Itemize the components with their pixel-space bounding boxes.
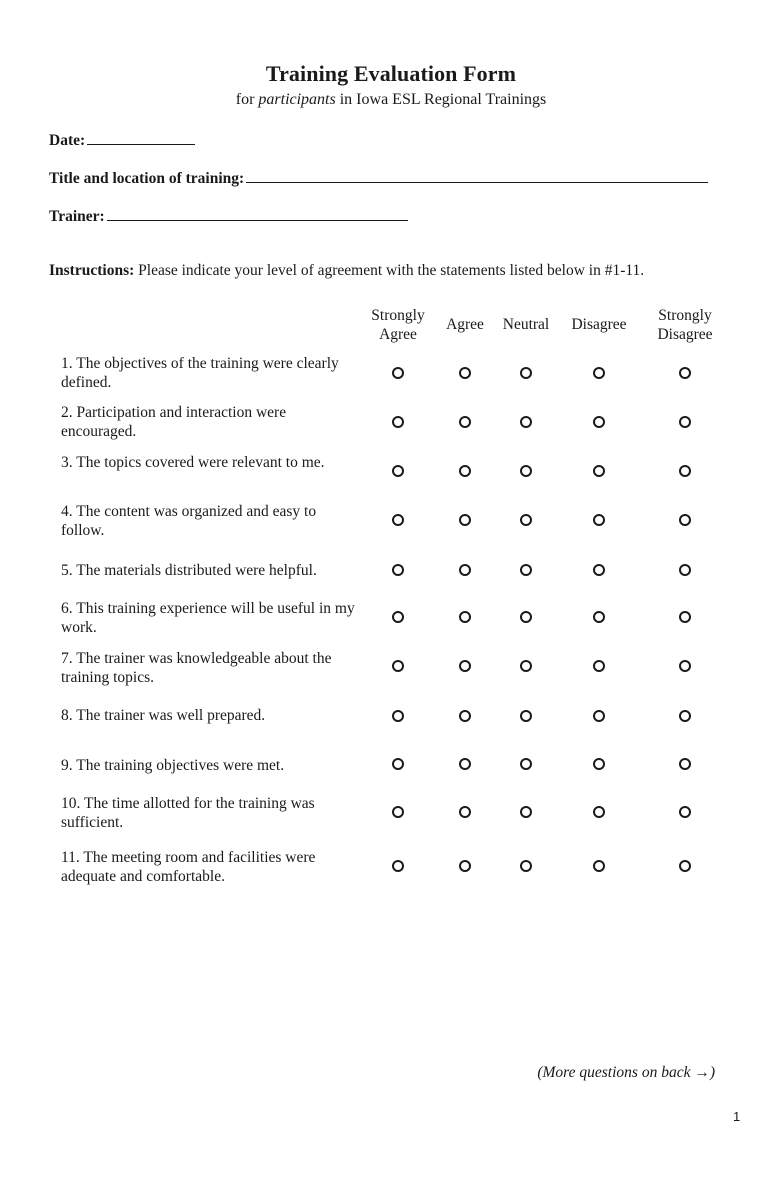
radio-neutral[interactable] (520, 611, 532, 623)
radio-agree[interactable] (459, 611, 471, 623)
question-text (61, 599, 361, 637)
radio-disagree[interactable] (593, 611, 605, 623)
radio-agree[interactable] (459, 660, 471, 672)
radio-strongly-disagree[interactable] (679, 758, 691, 770)
trainer-field (49, 206, 408, 226)
instructions-text: Please indicate your level of agreement with the statements listed below in #1-11. (138, 262, 645, 279)
date-label: Date: (49, 132, 86, 149)
radio-strongly-disagree[interactable] (679, 660, 691, 672)
radio-disagree[interactable] (593, 564, 605, 576)
radio-neutral[interactable] (520, 416, 532, 428)
question-number: 11. (61, 849, 80, 866)
question-number: 5. (61, 562, 73, 579)
radio-neutral[interactable] (520, 465, 532, 477)
question-statement: The objectives of the training were clearly defined. (61, 355, 339, 391)
radio-strongly-disagree[interactable] (679, 465, 691, 477)
question-text (61, 794, 361, 832)
radio-strongly-disagree[interactable] (679, 514, 691, 526)
question-number: 3. (61, 454, 73, 471)
radio-strongly-agree[interactable] (392, 806, 404, 818)
date-field (49, 130, 195, 150)
instructions (49, 262, 644, 280)
trainer-line[interactable] (107, 206, 408, 221)
question-number: 2. (61, 404, 73, 421)
radio-neutral[interactable] (520, 806, 532, 818)
radio-strongly-agree[interactable] (392, 660, 404, 672)
question-number: 8. (61, 707, 73, 724)
radio-agree[interactable] (459, 514, 471, 526)
radio-strongly-disagree[interactable] (679, 710, 691, 722)
scale-header-line1: Strongly (658, 307, 712, 324)
question-text (61, 502, 361, 540)
radio-neutral[interactable] (520, 514, 532, 526)
radio-strongly-disagree[interactable] (679, 564, 691, 576)
question-text (61, 354, 361, 392)
radio-disagree[interactable] (593, 465, 605, 477)
radio-strongly-disagree[interactable] (679, 806, 691, 818)
scale-header-disagree (571, 315, 626, 334)
question-number: 6. (61, 600, 73, 617)
scale-header-strongly-agree (371, 306, 424, 344)
scale-header-line1: Neutral (502, 316, 550, 333)
radio-strongly-disagree[interactable] (679, 611, 691, 623)
radio-strongly-disagree[interactable] (679, 860, 691, 872)
radio-disagree[interactable] (593, 806, 605, 818)
question-text (61, 649, 361, 687)
radio-strongly-agree[interactable] (392, 860, 404, 872)
scale-header-strongly-disagree (657, 306, 712, 344)
radio-strongly-agree[interactable] (392, 465, 404, 477)
question-number: 7. (61, 650, 73, 667)
form-title: Training Evaluation Form (265, 61, 517, 86)
question-text (61, 561, 361, 580)
date-line[interactable] (87, 130, 195, 145)
question-text (61, 403, 361, 441)
radio-strongly-agree[interactable] (392, 514, 404, 526)
question-statement: The time allotted for the training was sufficient. (61, 795, 315, 831)
scale-header-line1: Strongly (371, 307, 425, 324)
question-text (61, 706, 361, 725)
radio-agree[interactable] (459, 564, 471, 576)
question-statement: The content was organized and easy to follow. (61, 503, 317, 539)
radio-strongly-disagree[interactable] (679, 416, 691, 428)
scale-header-agree (446, 315, 484, 334)
radio-neutral[interactable] (520, 710, 532, 722)
radio-neutral[interactable] (520, 660, 532, 672)
radio-strongly-agree[interactable] (392, 710, 404, 722)
form-subtitle (0, 91, 782, 109)
radio-disagree[interactable] (593, 710, 605, 722)
radio-strongly-disagree[interactable] (679, 367, 691, 379)
scale-header-line2: Disagree (657, 326, 713, 343)
scale-header-line1: Agree (446, 316, 484, 333)
radio-disagree[interactable] (593, 660, 605, 672)
question-number: 10. (61, 795, 81, 812)
radio-strongly-agree[interactable] (392, 564, 404, 576)
radio-strongly-agree[interactable] (392, 611, 404, 623)
radio-neutral[interactable] (520, 860, 532, 872)
question-statement: The topics covered were relevant to me. (76, 454, 325, 471)
subtitle-emphasis: participants (258, 91, 336, 108)
radio-agree[interactable] (459, 710, 471, 722)
title-location-field (49, 168, 708, 188)
radio-agree[interactable] (459, 465, 471, 477)
question-text (61, 848, 361, 886)
question-number: 9. (61, 757, 73, 774)
radio-agree[interactable] (459, 806, 471, 818)
subtitle-suffix: in Iowa ESL Regional Trainings (339, 91, 547, 108)
scale-header-neutral (503, 315, 549, 334)
radio-agree[interactable] (459, 860, 471, 872)
radio-agree[interactable] (459, 416, 471, 428)
question-text (61, 453, 361, 472)
radio-agree[interactable] (459, 367, 471, 379)
radio-disagree[interactable] (593, 758, 605, 770)
more-questions-note: (More questions on back →) (537, 1064, 715, 1081)
radio-disagree[interactable] (593, 860, 605, 872)
question-statement: The materials distributed were helpful. (76, 562, 317, 579)
question-text (61, 756, 361, 775)
title-location-line[interactable] (246, 168, 708, 183)
page-number: 1 (733, 1109, 741, 1124)
radio-neutral[interactable] (520, 564, 532, 576)
scale-header-line1: Disagree (571, 316, 627, 333)
radio-disagree[interactable] (593, 514, 605, 526)
question-statement: The trainer was well prepared. (76, 707, 266, 724)
question-statement: The trainer was knowledgeable about the training topics. (61, 650, 332, 686)
subtitle-prefix: for (235, 91, 255, 108)
radio-strongly-agree[interactable] (392, 416, 404, 428)
radio-disagree[interactable] (593, 416, 605, 428)
question-number: 4. (61, 503, 73, 520)
instructions-label: Instructions: (49, 262, 135, 279)
radio-strongly-agree[interactable] (392, 758, 404, 770)
question-statement: Participation and interaction were encouraged. (61, 404, 287, 440)
radio-disagree[interactable] (593, 367, 605, 379)
radio-agree[interactable] (459, 758, 471, 770)
radio-neutral[interactable] (520, 758, 532, 770)
trainer-label: Trainer: (49, 208, 105, 225)
question-statement: The meeting room and facilities were adequate and comfortable. (61, 849, 316, 885)
radio-neutral[interactable] (520, 367, 532, 379)
scale-header-line2: Agree (379, 326, 417, 343)
radio-strongly-agree[interactable] (392, 367, 404, 379)
title-location-label: Title and location of training: (49, 170, 245, 187)
question-statement: This training experience will be useful in my work. (61, 600, 355, 636)
question-number: 1. (61, 355, 73, 372)
question-statement: The training objectives were met. (76, 757, 285, 774)
